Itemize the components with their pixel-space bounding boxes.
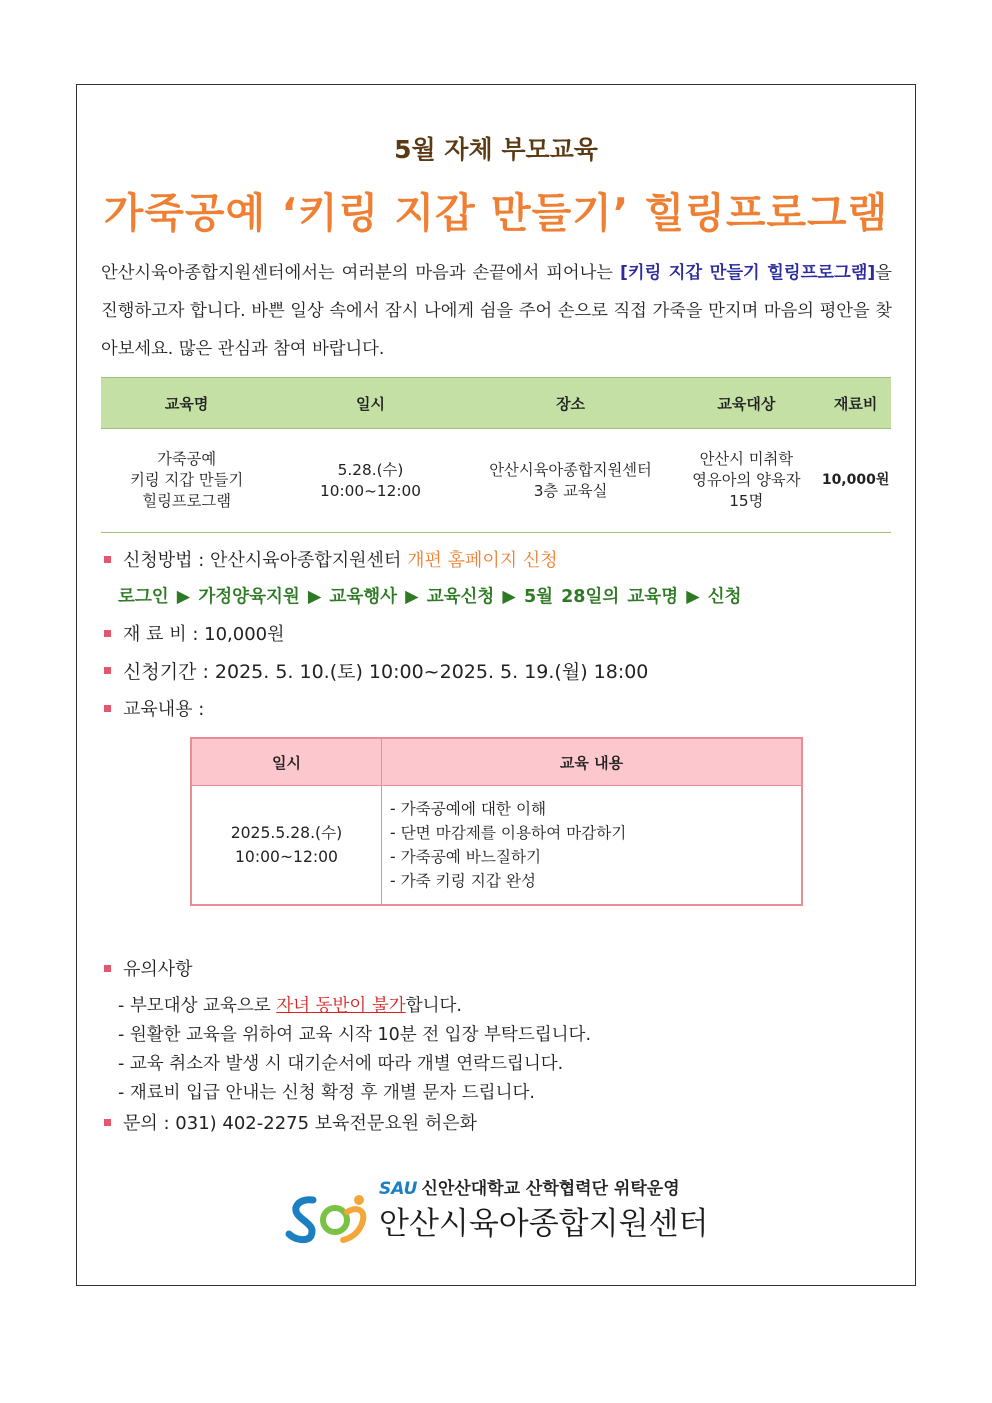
- cell-fee: 10,000원: [820, 429, 891, 533]
- cell-name: 가죽공예 키링 지갑 만들기 힐링프로그램: [101, 429, 272, 533]
- bullet-icon: [104, 705, 111, 712]
- bullet-icon: [104, 965, 111, 972]
- header-target: 교육대상: [672, 378, 820, 429]
- sau-logo: SAU: [379, 1179, 418, 1199]
- apply-path: 로그인 ▶ 가정양육지원 ▶ 교육행사 ▶ 교육신청 ▶ 5월 28일의 교육명 ▶ 신청: [118, 587, 742, 607]
- cell-content: [382, 786, 803, 906]
- header-datetime: 일시: [272, 378, 468, 429]
- schedule-header: [191, 738, 802, 786]
- logo-name: 안산시육아종합지원센터: [379, 1206, 709, 1242]
- info-table: [101, 377, 891, 533]
- apply-method: 신청방법 : 안산시육아종합지원센터 개편 홈페이지 신청: [104, 546, 558, 572]
- logo-subtext: SAU 신안산대학교 산학협력단 위탁운영: [379, 1179, 680, 1199]
- header-content: 교육 내용: [382, 738, 803, 786]
- intro-highlight: [키링 지갑 만들기 힐링프로그램]: [619, 263, 876, 283]
- header-name: 교육명: [101, 378, 272, 429]
- center-logo-icon: [285, 1192, 371, 1244]
- notes-label: 유의사항: [104, 955, 193, 981]
- cell-date: 2025.5.28.(수) 10:00~12:00: [191, 786, 382, 906]
- note-3: - 교육 취소자 발생 시 대기순서에 따라 개별 연락드립니다.: [118, 1054, 564, 1074]
- table-row: [101, 429, 891, 533]
- schedule-table: [190, 737, 803, 906]
- content-label: 교육내용 :: [104, 695, 204, 721]
- bullet-icon: [104, 667, 111, 674]
- list-item: - 가죽공예 바느질하기: [390, 848, 542, 866]
- cell-place: 안산시육아종합지원센터 3층 교육실: [469, 429, 673, 533]
- table-row: [191, 786, 802, 906]
- bullet-icon: [104, 556, 111, 563]
- list-item: - 가죽공예에 대한 이해: [390, 800, 547, 818]
- homepage-link[interactable]: 개편 홈페이지 신청: [407, 550, 558, 571]
- fee-line: 재 료 비 : 10,000원: [104, 620, 285, 646]
- note-1: - 부모대상 교육으로 자녀 동반이 불가합니다.: [118, 996, 462, 1016]
- period-line: 신청기간 : 2025. 5. 10.(토) 10:00~2025. 5. 19.(월) 18:00: [104, 657, 648, 684]
- header-place: 장소: [469, 378, 673, 429]
- header-date: 일시: [191, 738, 382, 786]
- bullet-icon: [104, 1119, 111, 1126]
- list-item: - 단면 마감제를 이용하여 마감하기: [390, 824, 627, 842]
- warning-text: 자녀 동반이 불가: [276, 996, 406, 1016]
- list-item: - 가죽 키링 지갑 완성: [390, 872, 536, 890]
- page-subtitle: 5월 자체 부모교육: [394, 135, 598, 164]
- intro-text-2: 을 진행하고자 합니다. 바쁜 일상 속에서 잠시 나에게 쉼을 주어 손으로 직접 가죽을 만지며 마음의 평안을 찾아보세요. 많은 관심과 참여 바랍니다.: [101, 263, 892, 359]
- note-2: - 원활한 교육을 위하여 교육 시작 10분 전 입장 부탁드립니다.: [118, 1025, 592, 1045]
- bullet-icon: [104, 630, 111, 637]
- center-logo: [285, 1172, 709, 1244]
- header-fee: 재료비: [820, 378, 891, 429]
- cell-target: 안산시 미취학 영유아의 양육자 15명: [672, 429, 820, 533]
- cell-datetime: 5.28.(수) 10:00~12:00: [272, 429, 468, 533]
- contact-line: 문의 : 031) 402-2275 보육전문요원 허은화: [104, 1109, 477, 1135]
- note-4: - 재료비 입급 안내는 신청 확정 후 개별 문자 드립니다.: [118, 1083, 535, 1103]
- page-title: 가죽공예 ‘키링 지갑 만들기’ 힐링프로그램: [103, 189, 889, 237]
- info-table-header: [101, 378, 891, 429]
- intro-text-1: 안산시육아종합지원센터에서는 여러분의 마음과 손끝에서 피어나는: [101, 263, 620, 283]
- intro-paragraph: [101, 254, 892, 368]
